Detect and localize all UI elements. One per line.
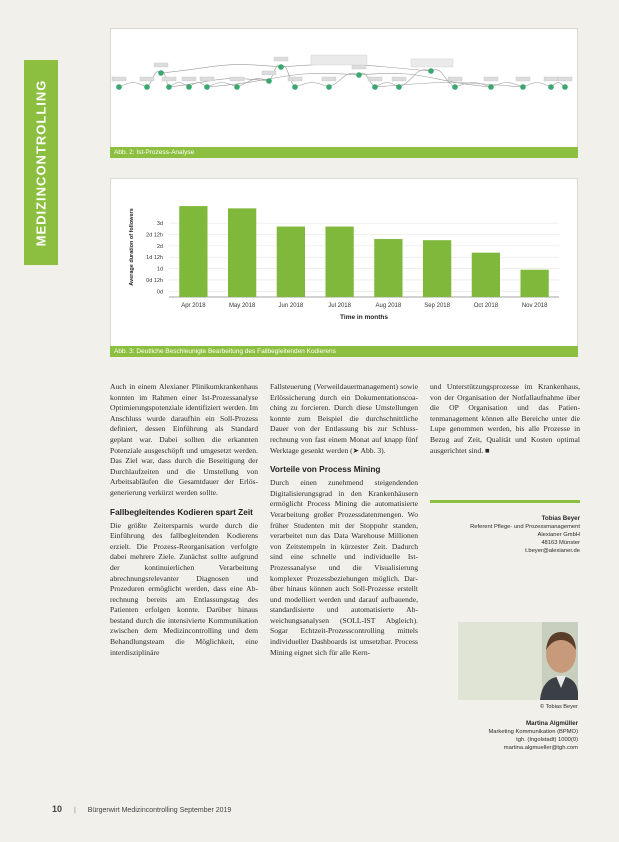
chart-bar [472, 253, 500, 297]
chart-bar [277, 227, 305, 297]
figure-2-caption: Abb. 2: Ist-Prozess-Analyse [110, 147, 578, 158]
portrait-image [458, 622, 578, 700]
article-column-3 [430, 382, 580, 555]
chart-bar [374, 239, 402, 297]
process-label-box [484, 77, 498, 81]
process-label-box [368, 77, 382, 81]
process-label-box [200, 77, 214, 81]
process-label-box [262, 71, 276, 75]
y-tick-label: 1d [156, 266, 163, 273]
footer-separator: | [73, 807, 76, 814]
process-title-box [411, 59, 453, 67]
process-label-box [516, 77, 530, 81]
process-label-box [154, 63, 168, 67]
process-node [292, 84, 298, 90]
process-node [562, 84, 568, 90]
section-tab [24, 60, 58, 265]
photo-credit: © Tobias Beyer [540, 704, 578, 710]
process-edge [295, 83, 329, 88]
x-tick-label: May 2018 [228, 303, 256, 309]
author-info-1 [430, 515, 580, 555]
process-analysis-figure [110, 28, 578, 148]
process-node [144, 84, 150, 90]
process-node [488, 84, 494, 90]
author-divider [430, 500, 580, 503]
process-label-box [392, 77, 406, 81]
chart-bar [423, 240, 451, 297]
author-company: Alexianer GmbH [537, 532, 580, 539]
process-label-box [288, 77, 302, 81]
process-node [166, 84, 172, 90]
y-tick-label: 2d 12h [146, 232, 163, 239]
section-tab-label: MEDIZINCONTROLLING [33, 79, 49, 246]
article-column-2 [270, 382, 418, 662]
y-tick-label: 0d [156, 289, 163, 296]
process-node [326, 84, 332, 90]
process-label-box [322, 77, 336, 81]
process-node [548, 84, 554, 90]
page-number: 10 [52, 804, 63, 814]
duration-chart-figure [110, 178, 578, 347]
author-name: Martina Algmüller [525, 720, 578, 727]
process-node [452, 84, 458, 90]
process-diagram [111, 29, 577, 147]
process-label-box [544, 77, 558, 81]
chart-bar [179, 206, 207, 297]
article-column-1 [110, 382, 258, 662]
page-footer [52, 804, 572, 814]
process-node [278, 64, 284, 70]
chart-bar [520, 270, 548, 297]
process-label-box [182, 77, 196, 81]
subheading: Fallbegleitendes Kodieren spart Zeit [110, 506, 253, 517]
process-node [116, 84, 122, 90]
process-node [158, 70, 164, 76]
author-role: Marketing Kommunikation (BPMO) [488, 729, 578, 735]
process-node [204, 84, 210, 90]
figure-3-caption: Abb. 3: Deutliche Beschleunigte Bearbeitung des Fallbegleitenden Kodierens [110, 346, 578, 357]
process-label-box [274, 57, 288, 61]
author-email: t.beyer@alexianer.de [525, 548, 580, 555]
process-label-box [558, 77, 572, 81]
x-tick-label: Jun 2018 [278, 303, 304, 309]
chart-bar [228, 208, 256, 297]
process-label-box [140, 77, 154, 81]
x-tick-label: Sep 2018 [424, 303, 450, 309]
y-tick-label: 1d 12h [146, 255, 163, 262]
paragraph: Durch einen zunehmend steigendenden Digitalisierungsgrad in den Krankenhäusern ermöglicht Process Mining die automatisierte Verarbeitung großer Prozessdatenmengen. Wo früher Studenten mit der Stoppuhr standen, verarbeitet nun das Data Warehouse Millionen von Zeitstempeln in kürzester Zeit. Dadurch sind eine schnelle und individuelle Ist-Prozessanalyse und die Visualisierung komplexer Prozessbeziehungen möglich. Darüber hinaus können auch Soll-Prozesse erstellt und modelliert werden und darauf aufbauende, standardisierte und automatisierte Abweichungsanalysen (SOLL-IST Abgleich). Sogar Echtzeit-Prozesscontrolling mittels individueller Dashboards ist umsetzbar. Process Mining eignet sich für alle Kern- [270, 478, 418, 657]
paragraph: Die größte Zeitersparnis wurde durch die Einführung des fallbegleitenden Kodierens erzielt. Die Prozess-Reorganisation verfolgte dabei mehrere Ziele. Zunächst sollte aufgrund der kontinuierlichen Verarbeitung abrechnungsrelevanter Diagnosen und Prozeduren ermöglicht werden, dass eine Abrechnung bereits am Entlassungstag des Patienten erfolgen konnte. Darüber hinaus bestand durch die intensivierte Kommunikation zwischen dem Medizincontrolling und dem Behandlungsteam die Möglichkeit, eine interdisziplinäre [110, 520, 258, 657]
publication-name: Bürgerwirt Medizincontrolling September 2019 [87, 807, 232, 814]
paragraph: und Unterstützungsprozesse im Krankenhaus, von der Organisation der Notfallaufnahme über die OP Organisation und das Patientenmanagement können alle Bereiche unter die Lupe genommen werden, bis alle Prozesse in Bezug auf Zeit, Qualität und Kosten optimal ausgerichtet sind. ■ [430, 382, 580, 455]
process-node [234, 84, 240, 90]
process-edge [119, 83, 147, 88]
process-node [186, 84, 192, 90]
author-role: Referent Pflege- und Prozessmanagement [470, 524, 580, 531]
process-label-box [162, 77, 176, 81]
process-label-box [448, 77, 462, 81]
paragraph: Auch in einem Alexianer Plinikumkrankenhaus konnten im Rahmen einer Ist-Prozessanalyse Optimierungspotenziale identifiziert werden. Im Anschluss wurde daraufhin ein Soll-Prozess definiert, dessen Einführung als Standard geplant war. Dabei sollten die erkannten Potenziale ausgeschöpft und umgesetzt werden. Das Ziel war, dass durch die Beseitigung der Durchlaufzeiten und die Umstellung von Arbeitsabläufen die Gesamtdauer der Erlösgenerierung verkürzt werden sollte. [110, 382, 258, 497]
duration-bar-chart [111, 179, 577, 346]
author-info-2 [450, 720, 578, 752]
y-axis-title: Average duration of followers [129, 208, 135, 286]
process-node [396, 84, 402, 90]
process-node [266, 78, 272, 84]
author-photo [458, 622, 578, 700]
author-city: 48163 Münster [541, 540, 580, 547]
process-label-box [112, 77, 126, 81]
author-phone: tgh. (Ingolstadt) 1000(0) [516, 737, 578, 743]
x-tick-label: Apr 2018 [181, 303, 206, 309]
process-edge [207, 73, 359, 87]
author-email: martina.algmueller@tgh.com [503, 745, 578, 751]
y-tick-label: 0d 12h [146, 277, 163, 284]
y-tick-label: 2d [156, 243, 163, 250]
process-node [520, 84, 526, 90]
chart-bar [325, 227, 353, 297]
process-label-box [352, 65, 366, 69]
paragraph: Fallsteuerung (Verweildauermanagement) sowie Erlössicherung durch ein Dokumentationscoaching zu forcieren. Durch diese Umstellungen konnte zum Beispiel die durchschnittliche Dauer von der Entlassung bis zur Schlussrechnung von fast einem Monat auf knapp fünf Werktage gesenkt werden (➤ Abb. 3). [270, 382, 418, 455]
process-title-box [311, 55, 367, 65]
y-tick-label: 3d [156, 221, 163, 228]
author-name: Tobias Beyer [541, 515, 580, 523]
x-tick-label: Jul 2018 [328, 303, 351, 309]
process-edge [523, 83, 551, 88]
process-label-box [230, 77, 244, 81]
x-tick-label: Oct 2018 [473, 303, 499, 309]
x-tick-label: Nov 2018 [521, 303, 548, 309]
process-node [428, 68, 434, 74]
subheading: Vorteile von Process Mining [270, 464, 381, 475]
x-tick-label: Aug 2018 [375, 303, 402, 309]
x-axis-title: Time in months [340, 314, 388, 321]
process-node [356, 72, 362, 78]
process-node [372, 84, 378, 90]
